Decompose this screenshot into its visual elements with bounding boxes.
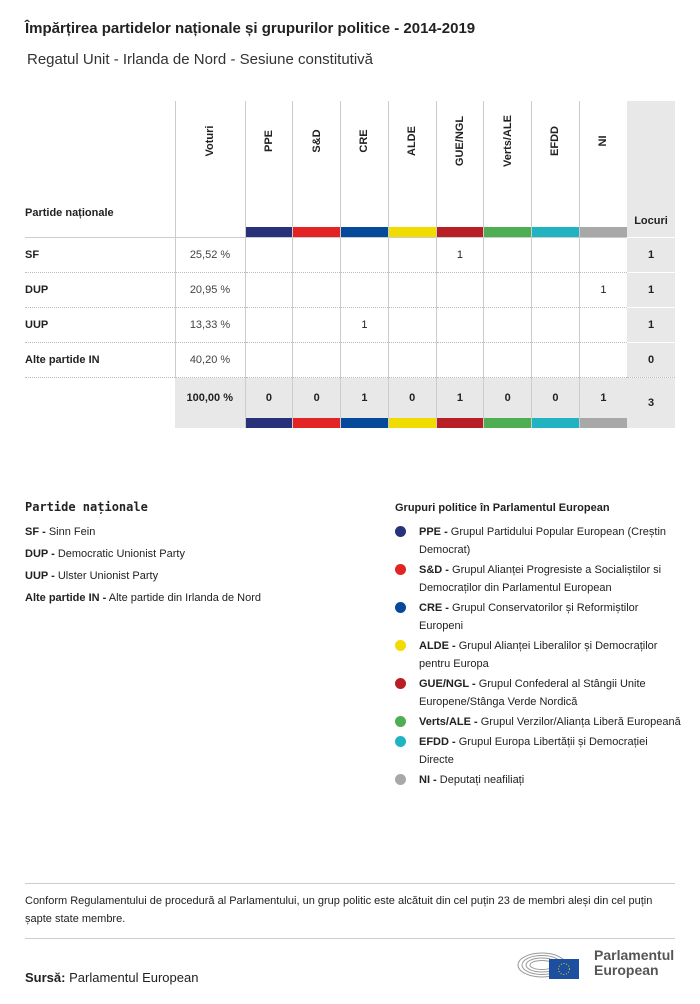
group-seats: 1 (436, 237, 484, 272)
grand-total-seats: 3 (627, 377, 675, 428)
table-row (25, 237, 675, 272)
footnote: Conform Regulamentului de procedură al Parlamentului, un grup politic este alcătuit din cel puțin 23 de membri aleși din cel puțin șapte state membre. (25, 883, 675, 939)
group-color-dot-icon (395, 640, 406, 651)
group-seats (293, 237, 341, 272)
total-votes: 100,00 % (175, 377, 245, 428)
group-color-dot-icon (395, 526, 406, 537)
parliament-hemicycle-icon (516, 947, 586, 979)
group-legend-item: GUE/NGL - Grupul Confederal al Stângii Unite Europene/Stânga Verde Nordică (395, 675, 685, 711)
group-color-dot-icon (395, 564, 406, 575)
national-legend-item: UUP - Ulster Unionist Party (25, 570, 159, 582)
group-color-dot-icon (395, 736, 406, 747)
header-group-6: EFDD (532, 101, 580, 237)
party-total-seats: 0 (627, 342, 675, 377)
group-color-bar (246, 227, 293, 237)
seat-distribution-table (25, 101, 675, 428)
group-seats (532, 307, 580, 342)
group-legend-item: CRE - Grupul Conservatorilor și Reformiștilor Europeni (395, 599, 685, 635)
groups-legend-title: Grupuri politice în Parlamentul European (395, 502, 610, 514)
group-color-bar (437, 227, 484, 237)
group-seats: 1 (341, 307, 389, 342)
group-total-seats: 0 (388, 377, 436, 428)
group-seats (436, 272, 484, 307)
party-total-seats: 1 (627, 307, 675, 342)
header-party: Partide naționale (25, 206, 114, 219)
national-legend-item: Alte partide IN - Alte partide din Irlanda de Nord (25, 592, 262, 604)
group-seats (579, 237, 627, 272)
group-seats (245, 237, 293, 272)
header-group-1: S&D (293, 101, 341, 237)
group-seats (484, 342, 532, 377)
group-seats (388, 342, 436, 377)
group-seats (436, 342, 484, 377)
national-legend-title: Partide naționale (25, 500, 148, 514)
group-seats (293, 272, 341, 307)
group-color-bar (580, 418, 627, 428)
group-seats (293, 307, 341, 342)
group-seats (484, 272, 532, 307)
group-total-seats: 0 (532, 377, 580, 428)
national-legend-item: DUP - Democratic Unionist Party (25, 548, 185, 560)
group-seats: 1 (579, 272, 627, 307)
group-seats (579, 342, 627, 377)
group-color-bar (389, 227, 436, 237)
group-color-dot-icon (395, 716, 406, 727)
group-legend-item: NI - Deputați neafiliați (395, 771, 685, 789)
party-name: Alte partide IN (25, 342, 175, 377)
national-parties-legend (25, 500, 261, 613)
group-color-bar (246, 418, 293, 428)
group-color-bar (484, 227, 531, 237)
table-row (25, 342, 675, 377)
group-color-dot-icon (395, 774, 406, 785)
header-seats: Locuri (627, 101, 675, 237)
group-legend-item: Verts/ALE - Grupul Verzilor/Alianța Liberă Europeană (395, 713, 685, 731)
group-seats (341, 342, 389, 377)
group-seats (341, 272, 389, 307)
group-legend-item: S&D - Grupul Alianței Progresiste a Socialiștilor si Democraților din Parlamentul European (395, 561, 685, 597)
page-title: Împărțirea partidelor naționale și grupurilor politice - 2014-2019 (25, 20, 476, 37)
group-color-dot-icon (395, 602, 406, 613)
header-group-5: Verts/ALE (484, 101, 532, 237)
group-seats (388, 272, 436, 307)
group-color-dot-icon (395, 678, 406, 689)
political-groups-legend (395, 502, 685, 791)
header-group-0: PPE (245, 101, 293, 237)
group-seats (532, 342, 580, 377)
party-total-seats: 1 (627, 272, 675, 307)
group-legend-item: PPE - Grupul Partidului Popular European (Creștin Democrat) (395, 523, 685, 559)
party-name: SF (25, 237, 175, 272)
table-row (25, 272, 675, 307)
group-total-seats: 1 (341, 377, 389, 428)
group-seats (388, 237, 436, 272)
group-seats (532, 237, 580, 272)
group-total-seats: 0 (245, 377, 293, 428)
party-name: DUP (25, 272, 175, 307)
group-color-bar (293, 418, 340, 428)
group-legend-item: EFDD - Grupul Europa Libertății și Democrației Directe (395, 733, 685, 769)
group-seats (579, 307, 627, 342)
group-seats (532, 272, 580, 307)
group-color-bar (389, 418, 436, 428)
header-group-2: CRE (341, 101, 389, 237)
national-legend-item: SF - Sinn Fein (25, 526, 96, 538)
source: Sursă: Parlamentul European (25, 970, 199, 985)
party-total-seats: 1 (627, 237, 675, 272)
party-votes: 40,20 % (175, 342, 245, 377)
group-color-bar (293, 227, 340, 237)
ep-logo: Parlamentul European (516, 947, 674, 979)
group-color-bar (484, 418, 531, 428)
group-color-bar (580, 227, 627, 237)
group-seats (484, 237, 532, 272)
party-votes: 13,33 % (175, 307, 245, 342)
header-group-3: ALDE (388, 101, 436, 237)
party-name: UUP (25, 307, 175, 342)
group-legend-item: ALDE - Grupul Alianței Liberalilor și Democraților pentru Europa (395, 637, 685, 673)
group-total-seats: 0 (293, 377, 341, 428)
header-group-4: GUE/NGL (436, 101, 484, 237)
group-seats (341, 237, 389, 272)
group-color-bar (532, 227, 579, 237)
group-color-bar (341, 227, 388, 237)
group-seats (484, 307, 532, 342)
group-total-seats: 0 (484, 377, 532, 428)
group-total-seats: 1 (436, 377, 484, 428)
header-votes: Voturi (175, 101, 245, 237)
group-color-bar (341, 418, 388, 428)
party-votes: 20,95 % (175, 272, 245, 307)
group-seats (245, 342, 293, 377)
totals-row (25, 377, 675, 428)
group-seats (388, 307, 436, 342)
page-subtitle: Regatul Unit - Irlanda de Nord - Sesiune constitutivă (27, 51, 374, 68)
group-total-seats: 1 (579, 377, 627, 428)
group-color-bar (532, 418, 579, 428)
group-seats (245, 307, 293, 342)
group-seats (293, 342, 341, 377)
party-votes: 25,52 % (175, 237, 245, 272)
header-group-7: NI (579, 101, 627, 237)
group-seats (436, 307, 484, 342)
group-seats (245, 272, 293, 307)
table-row (25, 307, 675, 342)
group-color-bar (437, 418, 484, 428)
